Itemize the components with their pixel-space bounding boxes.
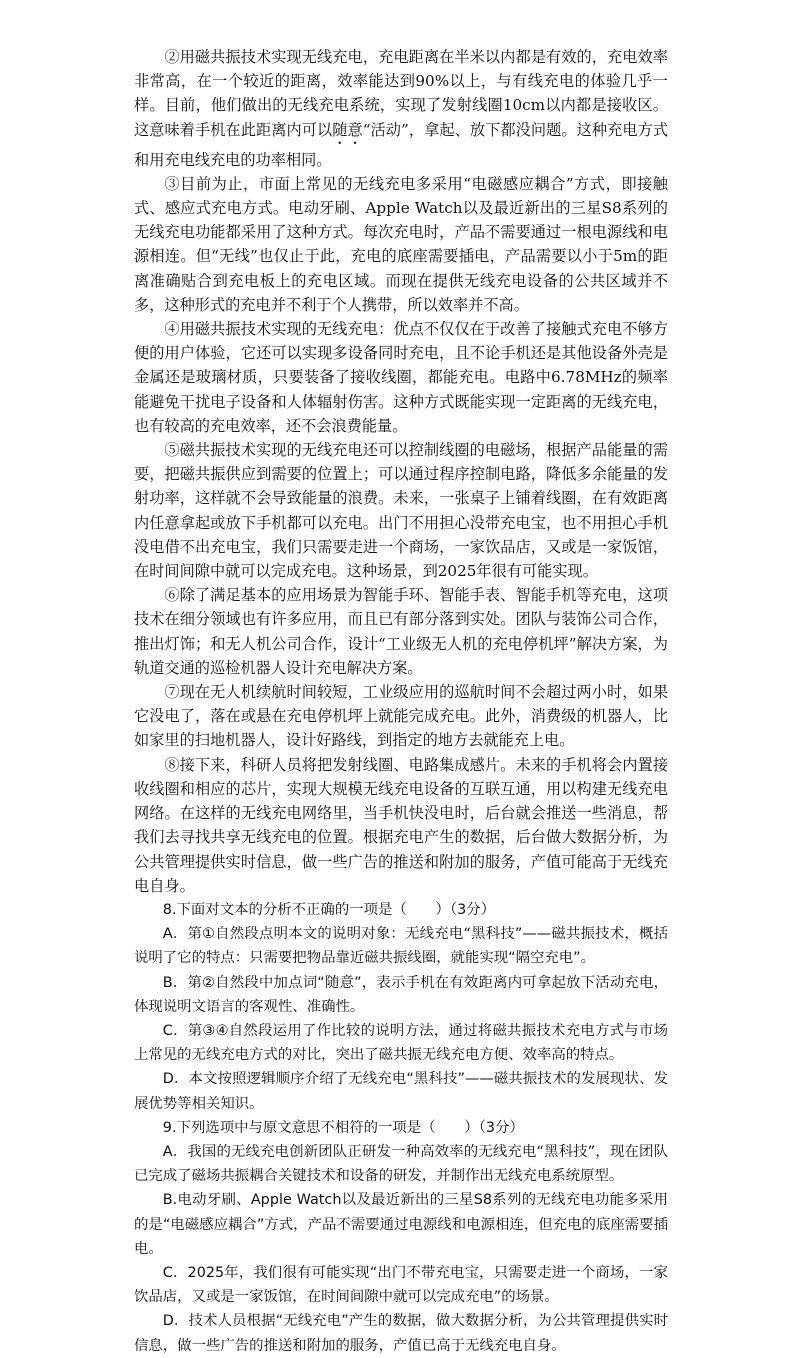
paragraph-5: ⑤磁共振技术实现的无线充电还可以控制线圈的电磁场，根据产品能量的需要，把磁共振供应到需要的位置上；可以通过程序控制电路，降低多余能量的发射功率，这样就不会导致能量的浪费。未来，一张桌子上铺着线圈，在有效距离内任意拿起或放下手机都可以充电。出门不用担心没带充电宝，也不用担心手机没电借不出充电宝，我们只需要走进一个商场，一家饮品店，又或是一家饭馆，在时间间隙中就可以完成充电。这种场景，到2025年很有可能实现。	[134, 441, 668, 581]
question-8-option-c: C．第③④自然段运用了作比较的说明方法，通过将磁共振技术充电方式与市场上常见的无线充电方式的对比，突出了磁共振无线充电方便、效率高的特点。	[134, 1022, 668, 1064]
paragraph-8: ⑧接下来，科研人员将把发射线圈、电路集成感片。未来的手机将会内置接收线圈和相应的芯片，实现大规模无线充电设备的互联互通，用以构建无线充电网络。在这样的无线充电网络里，当手机快没电时，后台就会推送一些消息，帮我们去寻找共享无线充电的位置。根据充电产生的数据，后台做大数据分析，为公共管理提供实时信息，做一些广告的推送和附加的服务，产值可能高于无线充电自身。	[134, 755, 668, 895]
paragraph-6: ⑥除了满足基本的应用场景为智能手环、智能手表、智能手机等充电，这项技术在细分领域也有许多应用，而且已有部分落到实处。团队与装饰公司合作，推出灯饰；和无人机公司合作，设计“工业级无人机的充电停机坪”解决方案，为轨道交通的巡检机器人设计充电解决方案。	[134, 586, 668, 677]
question-9-stem: 9.下列选项中与原文意思不相符的一项是（ ）（3分）	[162, 1119, 524, 1136]
question-9-option-a: A．我国的无线充电创新团队正研发一种高效率的无线充电“黑科技”，现在团队已完成了磁场共振耦合关键技术和设备的研发，并制作出无线充电系统原型。	[134, 1143, 668, 1185]
paragraph-2: ②用磁共振技术实现无线充电，充电距离在半米以内都是有效的，充电效率非常高，在一个较近的距离，效率能达到90%以上，与有线充电的体验几乎一样。目前，他们做出的无线充电系统，实现了发射线圈10cm以内都是接收区。这意味着手机在此距离内可以随意“活动”，拿起、放下都没问题。这种充电方式和用充电线充电的功率相同。	[134, 48, 669, 169]
paragraph-3: ③目前为止，市面上常见的无线充电多采用“电磁感应耦合”方式，即接触式、感应式充电方式。电动牙刷、Apple Watch以及最近新出的三星S8系列的无线充电功能都采用了这种方式。每次充电时，产品不需要通过一根电源线和电源相连。但“无线”也仅止于此，充电的底座需要插电，产品需要以小于5m的距离准确贴合到充电板上的充电区域。而现在提供无线充电设备的公共区域并不多，这种形式的充电并不利于个人携带，所以效率并不高。	[134, 174, 668, 314]
question-8-stem: 8.下面对文本的分析不正确的一项是（ ）（3分）	[162, 901, 496, 918]
emphasized-word: 随意	[332, 120, 363, 139]
paragraph-7: ⑦现在无人机续航时间较短，工业级应用的巡航时间不会超过两小时，如果它没电了，落在或悬在充电停机坪上就能完成充电。此外，消费级的机器人，比如家里的扫地机器人，设计好路线，到指定的地方去就能充上电。	[134, 683, 668, 750]
question-9-option-d: D．技术人员根据“无线充电”产生的数据，做大数据分析，为公共管理提供实时信息，做一些广告的推送和附加的服务，产值已高于无线充电自身。	[134, 1313, 668, 1354]
question-9-option-c: C．2025年，我们很有可能实现“出门不带充电宝，只需要走进一个商场，一家饮品店，又或是一家饭馆，在时间间隙中就可以完成充电”的场景。	[134, 1264, 668, 1306]
paragraph-4: ④用磁共振技术实现的无线充电：优点不仅仅在于改善了接触式充电不够方便的用户体验，它还可以实现多设备同时充电，且不论手机还是其他设备外壳是金属还是玻璃材质，只要装备了接收线圈，都能充电。电路中6.78MHz的频率能避免干扰电子设备和人体辐射伤害。这种方式既能实现一定距离的无线充电，也有较高的充电效率，还不会浪费能量。	[134, 320, 668, 435]
question-8-option-b: B．第②自然段中加点词“随意”，表示手机在有效距离内可拿起放下活动充电，体现说明文语言的客观性、准确性。	[134, 974, 668, 1015]
question-8-option-a: A．第①自然段点明本文的说明对象：无线充电“黑科技”——磁共振技术，概括说明了它的特点：只需要把物品靠近磁共振线圈，就能实现“隔空充电”。	[134, 926, 668, 967]
question-8-option-d: D．本文按照逻辑顺序介绍了无线充电“黑科技”——磁共振技术的发展现状、发展优势等相关知识。	[134, 1071, 668, 1112]
question-9-option-b: B.电动牙刷、Apple Watch以及最近新出的三星S8系列的无线充电功能多采用的是“电磁感应耦合”方式，产品不需要通过电源线和电源相连，但充电的底座需要插电。	[134, 1192, 668, 1257]
